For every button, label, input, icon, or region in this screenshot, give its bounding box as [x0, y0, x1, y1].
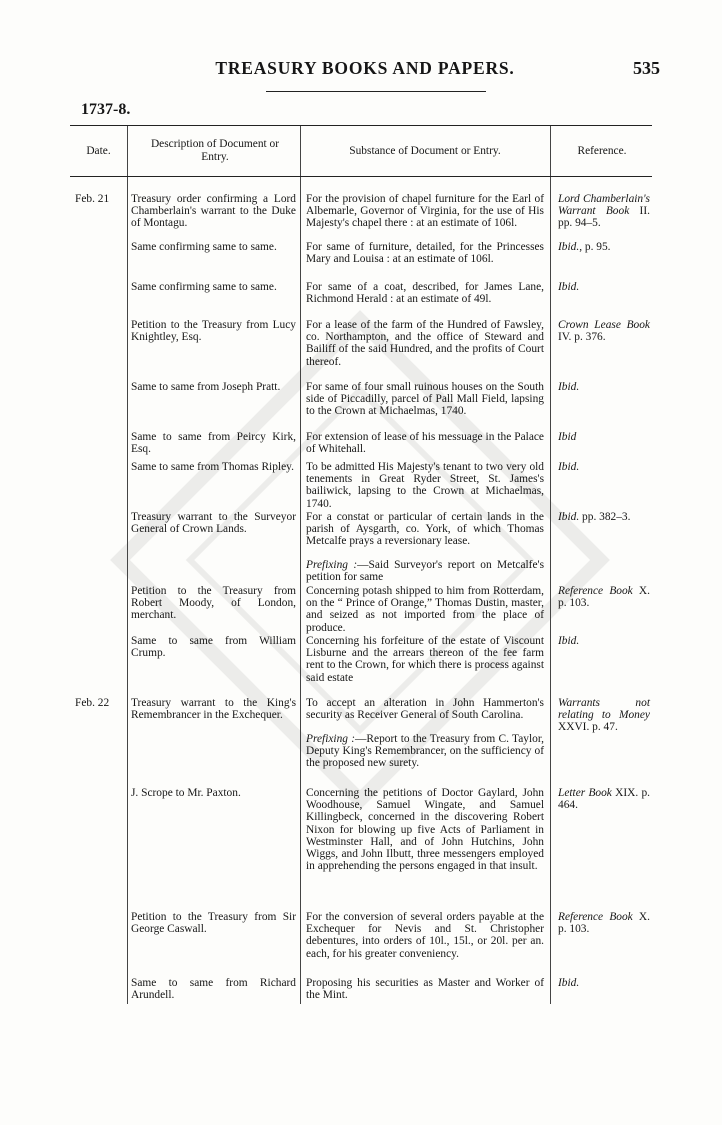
entry-substance: For same of furniture, detailed, for the Princesses Mary and Louisa : at an estimate of 106l. [306, 241, 544, 266]
entry-reference [558, 787, 650, 811]
entry-substance: For same of a coat, described, for James Lane, Richmond Herald : at an estimate of 49l. [306, 281, 544, 306]
entry-reference [558, 241, 650, 253]
entry-description: Treasury warrant to the Surveyor General of Crown Lands. [131, 511, 296, 536]
header-substance: Substance of Document or Entry. [349, 144, 501, 157]
entry-substance: For the conversion of several orders payable at the Exchequer for Nevis and St. Christopher debentures, into orders of 10l., 15l., or 20l. per an. each, for his greater conveniency. [306, 911, 544, 960]
entry-description: Same confirming same to same. [131, 241, 277, 253]
reference-location: IV. p. 376. [558, 331, 606, 344]
reference-source: Crown Lease Book [558, 319, 650, 331]
entry-reference [558, 461, 650, 473]
entry-reference [558, 281, 650, 293]
entry-description: Same to same from Peircy Kirk, Esq. [131, 431, 296, 456]
table-header [70, 126, 652, 177]
column-divider [127, 126, 128, 1004]
reference-source: Ibid. [558, 281, 580, 293]
entry-substance: To be admitted His Majesty's tenant to two very old tenements in Great Ryder Street, St. James's bailiwick, lapsing to the Crown at Michaelmas, 1740. [306, 461, 544, 510]
prefixing-label: Prefixing : [306, 559, 358, 571]
entry-description: Same to same from William Crump. [131, 635, 296, 660]
entry-substance: For the provision of chapel furniture for the Earl of Albemarle, Governor of Virginia, for the use of His Majesty's chapel there : at an estimate of 106l. [306, 193, 544, 230]
entry-reference [558, 977, 650, 989]
reference-source: Reference Book [558, 911, 633, 923]
entry-reference [558, 431, 650, 443]
prefixing-label: Prefixing : [306, 733, 356, 745]
entry-prefixing [306, 733, 544, 770]
entry-description: Same to same from Richard Arundell. [131, 977, 296, 1002]
entry-substance: Concerning the petitions of Doctor Gaylard, John Woodhouse, Samuel Wingate, and Samuel Killingbeck, concerned in the discovering Robert Nixon for blowing up five Acts of Parliament in Westminster Hall, and of John Hutchins, John Wiggs, and John Ilbutt, three messengers employed in apprehending the persons engaged in that insult. [306, 787, 544, 873]
entry-substance: For a lease of the farm of the Hundred of Fawsley, co. Northampton, and the office of Steward and Bailiff of the said Hundred, and the profits of Court thereof. [306, 319, 544, 368]
entry-reference [558, 511, 650, 523]
entry-reference [558, 193, 650, 230]
reference-source: Ibid. [558, 635, 580, 647]
entry-reference [558, 381, 650, 393]
reference-source: Ibid. [558, 241, 580, 253]
entry-date: Feb. 22 [75, 697, 110, 709]
running-title: TREASURY BOOKS AND PAPERS. [215, 58, 515, 78]
entry-description: Treasury warrant to the King's Remembrancer in the Exchequer. [131, 697, 296, 722]
entry-substance: Concerning his forfeiture of the estate of Viscount Lisburne and the arrears thereon of the fee farm rent to the Crown, for which there is process against said estate [306, 635, 544, 684]
calendar-table [70, 125, 652, 1002]
entry-substance: For extension of lease of his messuage in the Palace of Whitehall. [306, 431, 544, 456]
reference-location: X. p. 103. [558, 911, 650, 936]
reference-location: XIX. p. 464. [558, 787, 650, 812]
header-reference: Reference. [577, 144, 627, 157]
entry-reference [558, 697, 650, 734]
entry-description: J. Scrope to Mr. Paxton. [131, 787, 241, 799]
entry-description: Same to same from Joseph Pratt. [131, 381, 281, 393]
column-divider [300, 126, 301, 1004]
entry-reference [558, 635, 650, 647]
entry-substance: To accept an alteration in John Hammerton's security as Receiver General of South Carolina. [306, 697, 544, 722]
entry-reference [558, 911, 650, 935]
reference-source: Ibid [558, 431, 577, 443]
entry-description: Same to same from Thomas Ripley. [131, 461, 294, 473]
reference-source: Ibid. [558, 977, 580, 989]
entry-description: Same confirming same to same. [131, 281, 277, 293]
reference-source: Ibid. [558, 511, 580, 523]
reference-location: II. pp. 94–5. [558, 205, 650, 230]
entry-substance: Proposing his securities as Master and Worker of the Mint. [306, 977, 544, 1002]
prefixing-text: —Said Surveyor's report on Metcalfe's petition for same [306, 559, 544, 584]
reference-location: X. p. 103. [558, 585, 650, 610]
reference-location: pp. 382–3. [579, 511, 631, 523]
entry-date: Feb. 21 [75, 193, 110, 205]
page-number: 535 [633, 58, 660, 78]
page-header [70, 58, 660, 84]
entry-description: Treasury order confirming a Lord Chamberlain's warrant to the Duke of Montagu. [131, 193, 296, 230]
reference-location: XXVI. p. 47. [558, 721, 618, 734]
reference-source: Ibid. [558, 381, 580, 393]
header-rule [266, 91, 486, 92]
entry-substance: Concerning potash shipped to him from Rotterdam, on the “ Prince of Orange,” Thomas Dustin, master, and seized as not imported from the place of produce. [306, 585, 544, 634]
entry-reference [558, 319, 650, 343]
header-description: Description of Document or Entry. [150, 138, 280, 163]
entry-substance: For same of four small ruinous houses on the South side of Piccadilly, parcel of Pall Mall Field, lapsing to the Crown at Michaelmas, 1740. [306, 381, 544, 418]
header-date: Date. [86, 144, 111, 157]
reference-source: Warrants not relating to Money [558, 697, 650, 722]
reference-source: Letter Book [558, 787, 612, 799]
entry-description: Petition to the Treasury from Robert Moody, of London, merchant. [131, 585, 296, 622]
entry-description: Petition to the Treasury from Sir George Caswall. [131, 911, 296, 936]
reference-location: , p. 95. [579, 241, 611, 253]
reference-source: Lord Chamberlain's Warrant Book [558, 193, 650, 218]
entry-prefixing [306, 559, 544, 583]
column-divider [550, 126, 551, 1004]
entry-substance: For a constat or particular of certain lands in the parish of Aysgarth, co. York, of which Thomas Metcalfe prays a reversionary lease. [306, 511, 544, 548]
entry-description: Petition to the Treasury from Lucy Knightley, Esq. [131, 319, 296, 344]
year-heading: 1737-8. [81, 101, 131, 118]
reference-source: Reference Book [558, 585, 633, 597]
prefixing-text: —Report to the Treasury from C. Taylor, Deputy King's Remembrancer, on the sufficiency of the proposed new surety. [306, 733, 544, 770]
reference-source: Ibid. [558, 461, 580, 473]
entry-reference [558, 585, 650, 609]
